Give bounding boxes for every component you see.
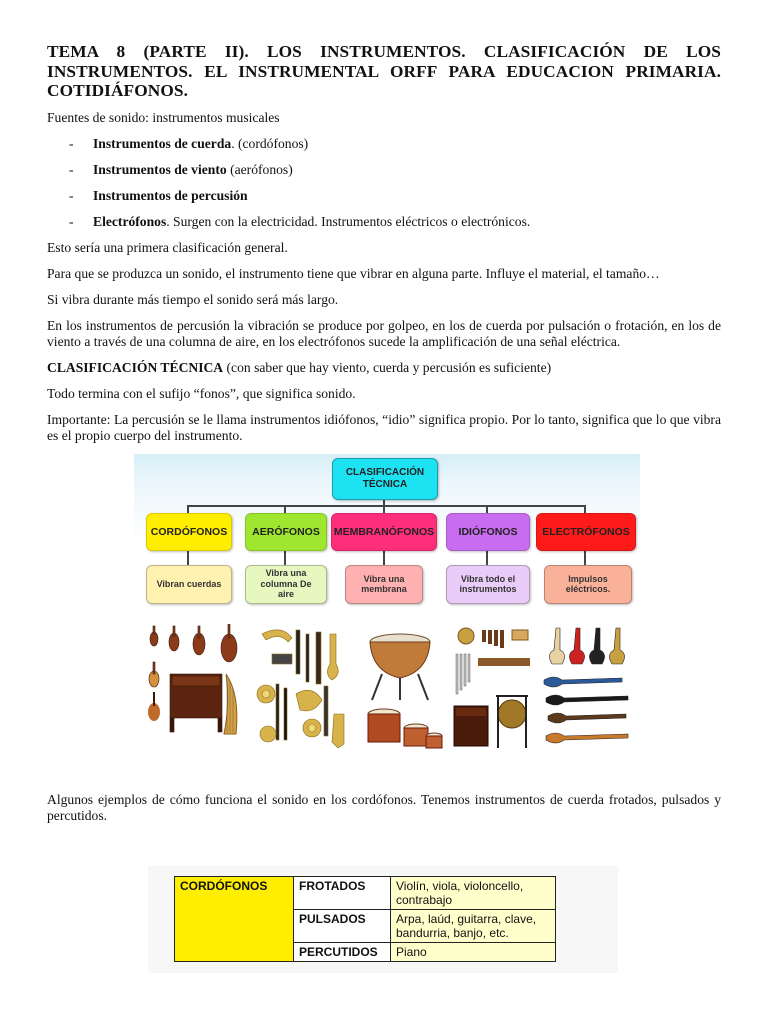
paragraph: Todo termina con el sufijo “fonos”, que significa sonido. (47, 385, 356, 401)
list-item (47, 136, 721, 152)
list-item-text: . Surgen con la electricidad. Instrumentos eléctricos o electrónicos. (166, 213, 531, 229)
table-kind-cell: PERCUTIDOS (294, 943, 391, 962)
list-item (47, 188, 721, 204)
membrane-instruments-picture (362, 624, 444, 756)
list-item (47, 162, 721, 178)
category-label: ELECTRÓFONOS (542, 525, 630, 538)
category-desc-membranofonos (345, 565, 423, 604)
table-kind-cell: FROTADOS (294, 877, 391, 910)
category-desc: Impulsos eléctricos. (565, 573, 611, 594)
category-desc: Vibra todo el instrumentos (459, 573, 517, 594)
table-examples-cell: Piano (391, 943, 556, 962)
section-heading-note: (con saber que hay viento, cuerda y percusión es suficiente) (223, 359, 552, 375)
intro-text: Fuentes de sonido: instrumentos musicales (47, 109, 280, 125)
list-dash: - (69, 161, 74, 177)
table-row (175, 877, 556, 910)
connector-line (486, 549, 488, 565)
category-label: AERÓFONOS (252, 525, 320, 538)
category-electrofonos (536, 513, 636, 551)
list-item-bold: Electrófonos (93, 213, 167, 229)
category-desc-idiofonos (446, 565, 530, 604)
category-cordofonos (146, 513, 232, 551)
paragraph (47, 360, 721, 376)
connector-line (584, 505, 586, 513)
electrophone-instruments-picture (542, 624, 634, 756)
connector-line (486, 505, 488, 513)
category-desc: Vibra una columna De aire (260, 568, 312, 600)
paragraph: En los instrumentos de percusión la vibración se produce por golpeo, en los de cuerda por pulsación o frotación, en los de viento a través de una columna de aire, en los electrófonos sucede la amplificación de una señal eléctrica. (47, 317, 721, 349)
paragraph: Para que se produzca un sonido, el instrumento tiene que vibrar en alguna parte. Influye el material, el tamaño… (47, 265, 660, 281)
connector-line (187, 505, 189, 513)
category-aerofonos (245, 513, 327, 551)
list-item-bold: Instrumentos de viento (93, 161, 227, 177)
table-examples-cell: Arpa, laúd, guitarra, clave, bandurria, banjo, etc. (391, 910, 556, 943)
category-desc: Vibran cuerdas (156, 578, 222, 589)
idiophone-instruments-picture (452, 624, 534, 756)
paragraph: Si vibra durante más tiempo el sonido será más largo. (47, 291, 339, 307)
instrument-list (47, 136, 721, 230)
list-dash: - (69, 213, 74, 229)
connector-line (284, 549, 286, 565)
connector-line (383, 549, 385, 565)
connector-line (383, 505, 385, 513)
diagram-root-label: CLASIFICACIÓN TÉCNICA (345, 466, 425, 490)
classification-diagram (134, 454, 640, 760)
cordofonos-table (174, 876, 556, 962)
diagram-root-box (332, 458, 438, 500)
list-dash: - (69, 135, 74, 151)
list-item-text: (aerófonos) (226, 161, 293, 177)
table-category-cell: CORDÓFONOS (175, 877, 294, 962)
paragraph: Importante: La percusión se le llama instrumentos idiófonos, “idio” significa propio. Por lo tanto, significa que lo que vibra es el propio cuerpo del instrumento. (47, 411, 721, 443)
category-desc-cordofonos (146, 565, 232, 604)
paragraph: Esto sería una primera clasificación general. (47, 239, 288, 255)
wind-instruments-picture (252, 624, 352, 756)
category-idiofonos (446, 513, 530, 551)
cordofonos-table-image (148, 866, 618, 973)
category-label: IDIÓFONOS (458, 525, 518, 538)
list-dash: - (69, 187, 74, 203)
category-desc-electrofonos (544, 565, 632, 604)
category-desc-aerofonos (245, 565, 327, 604)
list-item (47, 214, 721, 230)
document-title: TEMA 8 (PARTE II). LOS INSTRUMENTOS. CLASIFICACIÓN DE LOS INSTRUMENTOS. EL INSTRUMENTAL ORFF PARA EDUCACION PRIMARIA. COTIDIÁFONOS. (47, 42, 721, 100)
connector-line (187, 505, 584, 507)
list-item-bold: Instrumentos de percusión (93, 187, 248, 203)
string-instruments-picture (144, 624, 244, 756)
table-kind-cell: PULSADOS (294, 910, 391, 943)
category-label: MEMBRANÓFONOS (333, 525, 435, 538)
connector-line (187, 549, 189, 565)
connector-line (584, 549, 586, 565)
list-item-text: . (cordófonos) (231, 135, 309, 151)
paragraph: Algunos ejemplos de cómo funciona el sonido en los cordófonos. Tenemos instrumentos de cuerda frotados, pulsados y percutidos. (47, 791, 721, 823)
section-heading: CLASIFICACIÓN TÉCNICA (47, 359, 224, 375)
category-membranofonos (331, 513, 437, 551)
list-item-bold: Instrumentos de cuerda (93, 135, 232, 151)
table-examples-cell: Violín, viola, violoncello, contrabajo (391, 877, 556, 910)
connector-line (284, 505, 286, 513)
category-desc: Vibra una membrana (361, 573, 407, 594)
document-page (47, 42, 721, 834)
category-label: CORDÓFONOS (150, 525, 228, 538)
